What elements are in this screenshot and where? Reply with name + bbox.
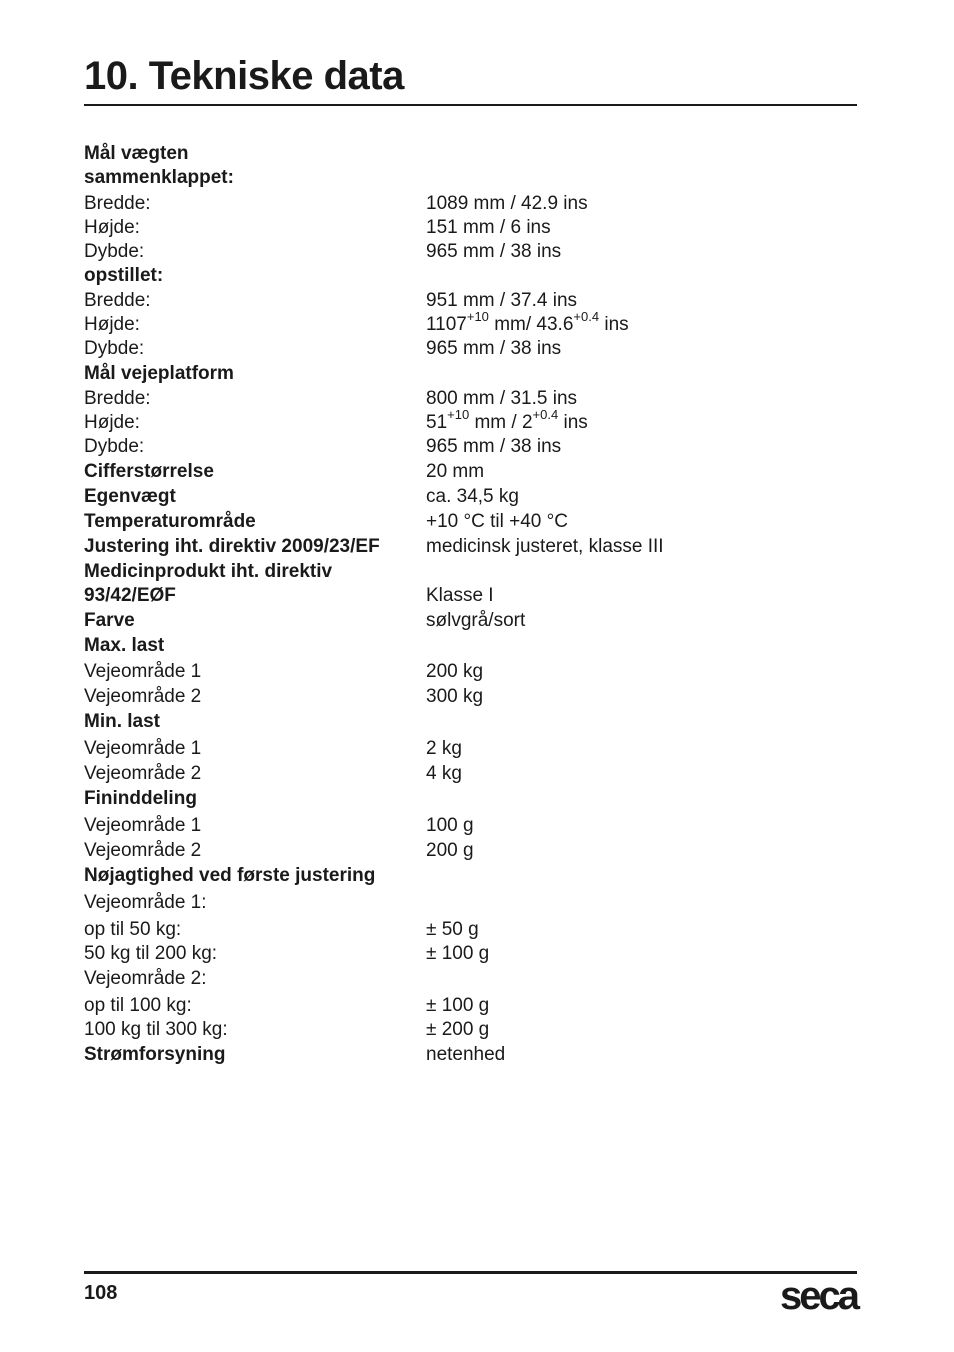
spec-row [84,362,857,386]
spec-label: Vejeområde 1 [84,738,202,759]
title-divider [84,104,857,106]
spec-row [84,308,857,337]
spec-row [84,918,857,942]
value-part: ins [558,412,588,433]
value-part: ins [599,314,629,335]
tolerance-superscript: +0.4 [532,406,559,422]
spec-label: Højde: [84,217,140,238]
spec-label: Strømforsyning [84,1044,226,1065]
spec-row [84,814,857,838]
spec-row [84,264,857,288]
spec-value: 1089 mm / 42.9 ins [426,193,588,214]
spec-value: 4 kg [426,763,462,784]
spec-row [84,435,857,459]
spec-label: Cifferstørrelse [84,461,214,482]
spec-row [84,1018,857,1042]
spec-label: Dybde: [84,436,145,457]
spec-row [84,510,857,534]
spec-value: 2 kg [426,738,462,759]
spec-row [84,535,857,559]
spec-value: ± 100 g [426,943,490,964]
spec-label: Mål vejeplatform [84,363,234,384]
spec-value: 951 mm / 37.4 ins [426,290,578,311]
spec-label: Medicinprodukt iht. direktiv [84,561,333,582]
spec-row [84,634,857,658]
value-part: mm / 2 [469,412,533,433]
spec-label: Vejeområde 2 [84,686,202,707]
spec-value: ± 50 g [426,919,479,940]
spec-row [84,560,857,584]
spec-label: Justering iht. direktiv 2009/23/EF [84,536,380,557]
spec-row [84,891,857,915]
spec-row [84,710,857,734]
spec-label: Vejeområde 2 [84,840,202,861]
spec-row [84,685,857,709]
spec-label: op til 50 kg: [84,919,182,940]
spec-value: ± 200 g [426,1019,490,1040]
spec-row [84,942,857,966]
spec-row [84,864,857,888]
tolerance-superscript: +0.4 [573,308,600,324]
value-part: 51 [426,412,448,433]
spec-label: Dybde: [84,241,145,262]
spec-label: op til 100 kg: [84,995,192,1016]
spec-label: Vejeområde 1: [84,892,207,913]
spec-label: Vejeområde 1 [84,815,202,836]
spec-row [84,460,857,484]
spec-label: Højde: [84,314,140,335]
spec-label: opstillet: [84,265,164,286]
spec-value: 20 mm [426,461,485,482]
spec-value: 100 g [426,815,474,836]
spec-row [84,839,857,863]
spec-value: ca. 34,5 kg [426,486,519,507]
spec-row [84,387,857,411]
spec-label: Temperaturområde [84,511,256,532]
spec-label: Bredde: [84,290,151,311]
spec-label: Farve [84,610,135,631]
spec-value: 200 g [426,840,474,861]
footer-divider [84,1271,857,1274]
spec-value: 965 mm / 38 ins [426,436,562,457]
spec-label: Vejeområde 2: [84,968,207,989]
spec-row [84,994,857,1018]
spec-row [84,240,857,264]
spec-row [84,787,857,811]
spec-label: 100 kg til 300 kg: [84,1019,228,1040]
spec-row [84,967,857,991]
spec-label: Max. last [84,635,165,656]
spec-row [84,406,857,435]
spec-label: Bredde: [84,193,151,214]
spec-row [84,1043,857,1067]
spec-value: 151 mm / 6 ins [426,217,551,238]
spec-value [426,308,629,337]
spec-row [84,485,857,509]
spec-value: 965 mm / 38 ins [426,338,562,359]
spec-label: Egenvægt [84,486,176,507]
value-part: mm/ 43.6 [488,314,574,335]
spec-label: Vejeområde 1 [84,661,202,682]
spec-label: 50 kg til 200 kg: [84,943,218,964]
spec-table [84,142,857,1067]
spec-label: 93/42/EØF [84,585,176,606]
spec-label: Bredde: [84,388,151,409]
spec-row [84,609,857,633]
page-title: 10. Tekniske data [84,54,404,98]
spec-label: Højde: [84,412,140,433]
spec-label: Nøjagtighed ved første justering [84,865,376,886]
spec-value: medicinsk justeret, klasse III [426,536,664,557]
spec-label: Min. last [84,711,161,732]
spec-value [426,406,588,435]
page-number: 108 [84,1282,118,1304]
spec-row [84,216,857,240]
spec-label: Mål vægten [84,143,189,164]
tolerance-superscript: +10 [447,406,470,422]
spec-value: netenhed [426,1044,506,1065]
spec-label: Fininddeling [84,788,197,809]
seca-logo: seca [780,1274,857,1318]
spec-label: sammenklappet: [84,167,234,188]
spec-label: Dybde: [84,338,145,359]
spec-row [84,337,857,361]
spec-row [84,166,857,190]
spec-value: 200 kg [426,661,484,682]
spec-row [84,660,857,684]
spec-row [84,584,857,608]
spec-value: 800 mm / 31.5 ins [426,388,578,409]
spec-value: Klasse I [426,585,494,606]
spec-row [84,737,857,761]
value-part: 1107 [426,314,467,335]
tolerance-superscript: +10 [466,308,489,324]
spec-value: 300 kg [426,686,484,707]
spec-label: Vejeområde 2 [84,763,202,784]
spec-row [84,762,857,786]
spec-row [84,192,857,216]
spec-value: 965 mm / 38 ins [426,241,562,262]
spec-value: sølvgrå/sort [426,610,526,631]
spec-value: +10 °C til +40 °C [426,511,568,532]
spec-value: ± 100 g [426,995,490,1016]
spec-row [84,142,857,166]
